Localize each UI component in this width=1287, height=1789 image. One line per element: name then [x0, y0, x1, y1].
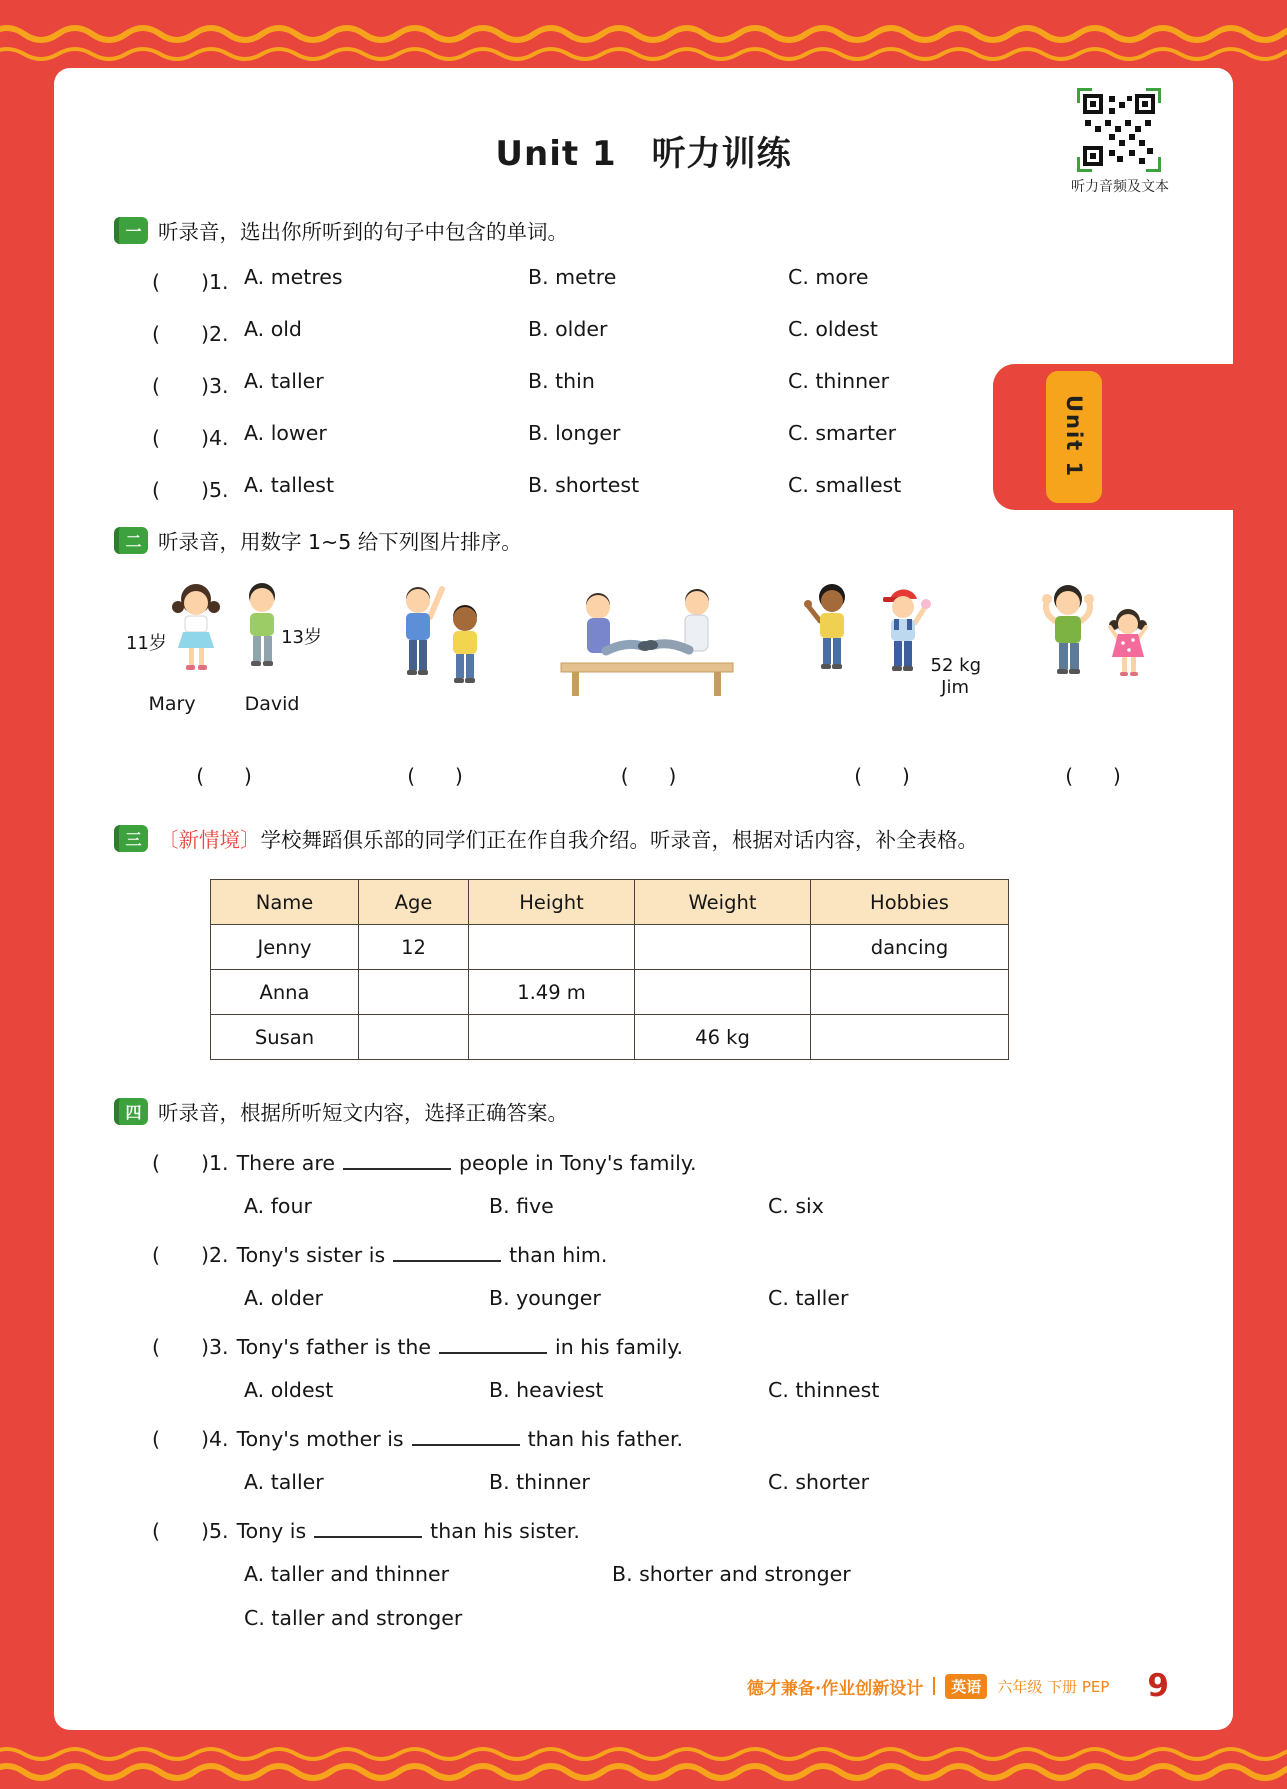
option-b: B. five	[489, 1194, 554, 1218]
word-choice-item	[152, 265, 1173, 295]
section2-header	[114, 525, 1173, 555]
answer-paren: ( )	[152, 374, 209, 398]
section-number-icon: 二	[114, 527, 148, 554]
answer-blank	[393, 1246, 501, 1262]
word-choice-item	[152, 317, 1173, 347]
wavy-border-top-outer	[0, 22, 1287, 46]
answer-paren: ( )	[152, 270, 209, 294]
col-header-name: Name	[211, 880, 359, 925]
qr-caption: 听力音频及文本	[1071, 179, 1169, 195]
option-a: A. taller and thinner	[244, 1562, 450, 1586]
item-number: 1.	[209, 270, 229, 294]
section1-header	[114, 215, 1173, 245]
qr-corner-icon	[1146, 157, 1161, 172]
option-c: C. thinnest	[768, 1378, 880, 1402]
question-stem: ( )4. Tony's mother is than his father.	[152, 1427, 684, 1451]
picture-4	[787, 571, 981, 789]
age-label-right: 13岁	[281, 627, 322, 648]
option-b: B. older	[528, 317, 608, 341]
option-a: A. old	[244, 317, 302, 341]
option-a: A. tallest	[244, 473, 335, 497]
age-label-left: 11岁	[126, 633, 167, 654]
cell-height	[469, 1015, 635, 1060]
option-a: A. four	[244, 1194, 312, 1218]
cell-name: Jenny	[211, 925, 359, 970]
kid-name-david: David	[244, 693, 300, 715]
table-row	[211, 1015, 1009, 1060]
cell-hobbies: dancing	[811, 925, 1009, 970]
section1-instruction: 听录音，选出你所听到的句子中包含的单词。	[158, 220, 568, 244]
question-1	[152, 1146, 1173, 1218]
option-b: B. younger	[489, 1286, 601, 1310]
picture-4-canvas	[787, 571, 981, 703]
audio-qr-block	[1071, 88, 1167, 196]
answer-paren: ( )	[152, 1519, 209, 1543]
question-number: 2.	[209, 1243, 229, 1267]
option-c: C. shorter	[768, 1470, 870, 1494]
page-footer	[114, 1668, 1173, 1704]
picture-5	[1013, 571, 1173, 789]
page-title: Unit 1 听力训练	[495, 134, 792, 174]
option-c: C. six	[768, 1194, 824, 1218]
item-number: 4.	[209, 426, 229, 450]
question-options	[244, 1562, 1173, 1630]
cell-age: 12	[359, 925, 469, 970]
option-c: C. thinner	[788, 369, 890, 393]
option-c: C. taller and stronger	[244, 1606, 463, 1630]
picture-3	[546, 571, 751, 789]
option-a: A. oldest	[244, 1378, 334, 1402]
answer-paren: ( )	[152, 1243, 209, 1267]
option-a: A. older	[244, 1286, 323, 1310]
picture-2-canvas	[360, 571, 510, 707]
grade-label: 六年级 下册 PEP	[997, 1677, 1110, 1696]
option-c: C. smarter	[788, 421, 897, 445]
option-c: C. more	[788, 265, 869, 289]
illustration-boys-comparing-height	[360, 571, 510, 707]
question-4	[152, 1422, 1173, 1494]
answer-blank	[314, 1522, 422, 1538]
question-number: 1.	[209, 1151, 229, 1175]
option-c: C. taller	[768, 1286, 849, 1310]
table-header-row	[211, 880, 1009, 925]
illustration-boys-comparing-feet	[546, 571, 751, 707]
section-number-icon: 四	[114, 1098, 148, 1125]
section4-questions	[152, 1146, 1173, 1630]
cell-name: Anna	[211, 970, 359, 1015]
option-c: C. smallest	[788, 473, 902, 497]
picture-answer-paren: ( )	[196, 764, 252, 788]
answer-paren: ( )	[152, 426, 209, 450]
col-header-height: Height	[469, 880, 635, 925]
answer-paren: ( )	[152, 1151, 209, 1175]
option-b: B. longer	[528, 421, 621, 445]
option-b: B. heaviest	[489, 1378, 604, 1402]
cell-hobbies	[811, 970, 1009, 1015]
section3-header	[114, 823, 1173, 853]
wavy-border-bottom-outer	[0, 1760, 1287, 1784]
weight-label: 52 kg	[930, 655, 981, 676]
qr-code-icon	[1083, 94, 1155, 166]
subject-badge: 英语	[945, 1674, 987, 1699]
table-row	[211, 925, 1009, 970]
qr-corner-icon	[1146, 88, 1161, 103]
cell-age	[359, 1015, 469, 1060]
answer-paren: ( )	[152, 322, 209, 346]
option-a: A. lower	[244, 421, 327, 445]
section4-instruction: 听录音，根据所听短文内容，选择正确答案。	[158, 1101, 568, 1125]
option-b: B. shorter and stronger	[612, 1562, 851, 1586]
cell-weight	[635, 970, 811, 1015]
cell-height: 1.49 m	[469, 970, 635, 1015]
col-header-hobbies: Hobbies	[811, 880, 1009, 925]
option-a: A. taller	[244, 369, 324, 393]
kid-name-jim: Jim	[941, 677, 969, 698]
picture-1	[124, 571, 324, 789]
option-b: B. thin	[528, 369, 595, 393]
answer-paren: ( )	[152, 1427, 209, 1451]
question-stem: ( )1. There are people in Tony's family.	[152, 1151, 697, 1175]
question-stem: ( )2. Tony's sister is than him.	[152, 1243, 608, 1267]
col-header-weight: Weight	[635, 880, 811, 925]
answer-paren: ( )	[152, 1335, 209, 1359]
question-number: 5.	[209, 1519, 229, 1543]
question-number: 3.	[209, 1335, 229, 1359]
content-panel	[54, 68, 1233, 1730]
picture-answer-paren: ( )	[854, 764, 910, 788]
cell-weight	[635, 925, 811, 970]
section4-header	[114, 1096, 1173, 1126]
question-stem: ( )3. Tony's father is the in his family.	[152, 1335, 683, 1359]
question-options	[244, 1378, 1173, 1402]
cell-hobbies	[811, 1015, 1009, 1060]
side-notch	[993, 364, 1233, 510]
question-options	[244, 1286, 1173, 1310]
question-options	[244, 1194, 1173, 1218]
unit-tab: Unit 1	[1046, 371, 1102, 503]
series-brand: 德才兼备·作业创新设计	[746, 1678, 924, 1699]
cell-age	[359, 970, 469, 1015]
qr-corner-icon	[1077, 88, 1092, 103]
cell-weight: 46 kg	[635, 1015, 811, 1060]
question-3	[152, 1330, 1173, 1402]
qr-corner-icon	[1077, 157, 1092, 172]
section3-instruction: 〔新情境〕学校舞蹈俱乐部的同学们正在作自我介绍。听录音，根据对话内容，补全表格。	[158, 828, 978, 852]
section-number-icon: 三	[114, 825, 148, 852]
wavy-border-top-inner	[0, 42, 1287, 66]
option-b: B. metre	[528, 265, 617, 289]
question-5	[152, 1514, 1173, 1630]
kid-name-mary: Mary	[148, 693, 196, 715]
option-a: A. taller	[244, 1470, 324, 1494]
picture-answer-paren: ( )	[407, 764, 463, 788]
table-row	[211, 970, 1009, 1015]
footer-divider	[933, 1677, 935, 1695]
section2-instruction: 听录音，用数字 1~5 给下列图片排序。	[158, 530, 522, 554]
page-number: 9	[1147, 1668, 1169, 1704]
question-2	[152, 1238, 1173, 1310]
picture-1-canvas	[124, 571, 324, 699]
picture-3-canvas	[546, 571, 751, 707]
item-number: 5.	[209, 478, 229, 502]
illustration-strong-boy-and-girl	[1013, 571, 1173, 703]
answer-blank	[439, 1338, 547, 1354]
option-b: B. thinner	[489, 1470, 590, 1494]
answer-paren: ( )	[152, 478, 209, 502]
self-intro-table	[210, 879, 1009, 1060]
option-b: B. shortest	[528, 473, 640, 497]
item-number: 2.	[209, 322, 229, 346]
picture-answer-paren: ( )	[620, 764, 677, 788]
item-number: 3.	[209, 374, 229, 398]
answer-blank	[412, 1430, 520, 1446]
cell-height	[469, 925, 635, 970]
option-a: A. metres	[244, 265, 343, 289]
cell-name: Susan	[211, 1015, 359, 1060]
question-number: 4.	[209, 1427, 229, 1451]
qr-frame	[1077, 88, 1161, 172]
picture-5-canvas	[1013, 571, 1173, 703]
answer-blank	[343, 1154, 451, 1170]
pictures-row	[124, 571, 1173, 789]
picture-2	[360, 571, 510, 789]
wavy-border-bottom-inner	[0, 1742, 1287, 1766]
picture-answer-paren: ( )	[1065, 764, 1121, 788]
question-stem: ( )5. Tony is than his sister.	[152, 1519, 580, 1543]
question-options	[244, 1470, 1173, 1494]
option-c: C. oldest	[788, 317, 878, 341]
new-context-tag: 〔新情境〕	[158, 828, 261, 852]
section-number-icon: 一	[114, 217, 148, 244]
col-header-age: Age	[359, 880, 469, 925]
